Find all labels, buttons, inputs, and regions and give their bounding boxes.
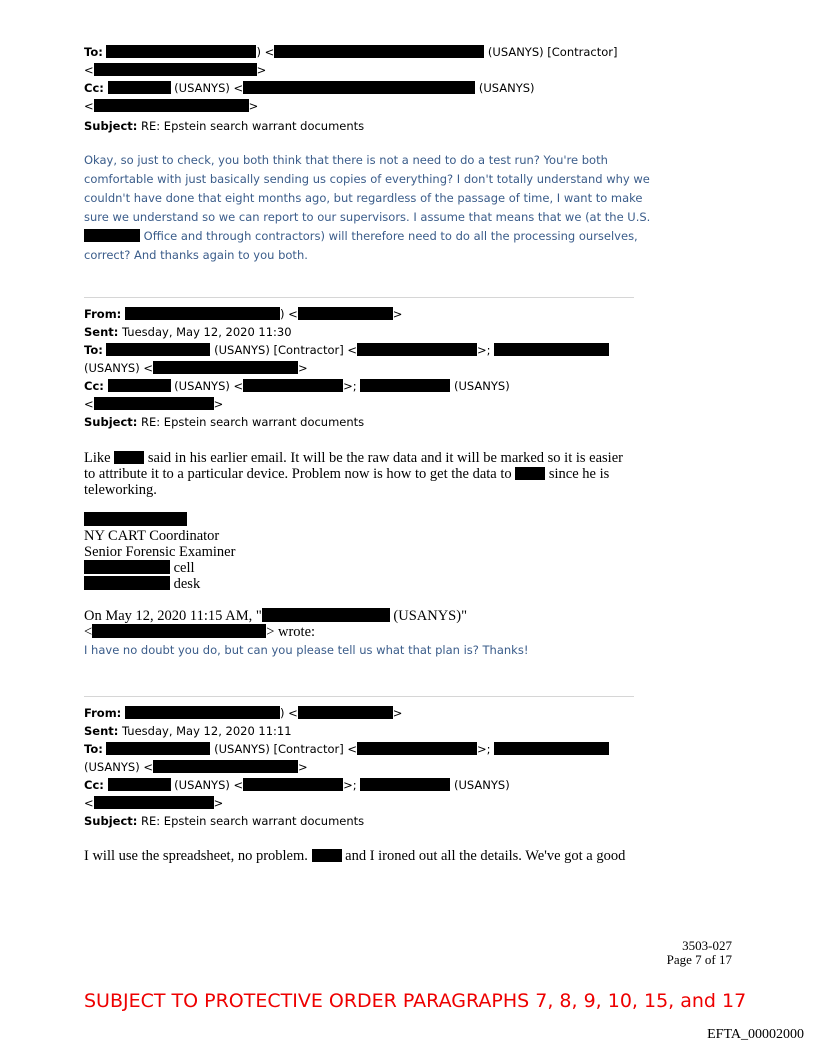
- redaction-bar: [94, 99, 249, 112]
- punct: >: [248, 99, 259, 113]
- redaction-bar: [108, 379, 171, 392]
- body-text: Like: [84, 450, 111, 466]
- email2-body-line: teleworking.: [84, 482, 157, 498]
- email2-to-line2: [84, 360, 308, 376]
- body-text: and I ironed out all the details. We've got a good: [345, 848, 626, 864]
- recipient-org: (USANYS) <: [174, 778, 244, 792]
- redaction-bar: [84, 560, 170, 574]
- punct: >;: [343, 778, 357, 792]
- recipient-org: (USANYS) [Contractor] <: [214, 742, 357, 756]
- document-number: 3503-027: [682, 938, 732, 953]
- body-text: said in his earlier email. It will be the raw data and it will be marked so it is easier: [147, 450, 623, 466]
- redaction-bar: [108, 778, 171, 791]
- cc-label: Cc:: [84, 81, 104, 95]
- punct: >: [298, 760, 308, 774]
- redaction-bar: [94, 63, 257, 76]
- sent-label: Sent:: [84, 724, 119, 738]
- cc-label: Cc:: [84, 379, 104, 393]
- email3-from-line: [84, 705, 402, 721]
- punct: <: [84, 63, 94, 77]
- redaction-bar: [274, 45, 484, 58]
- punct: >: [213, 796, 224, 810]
- redaction-bar: [125, 307, 280, 320]
- email2-to-line: [84, 342, 609, 358]
- email3-to-line: [84, 741, 609, 757]
- redaction-bar: [243, 379, 343, 392]
- redaction-bar: [360, 379, 450, 392]
- redaction-bar: [494, 343, 609, 356]
- redaction-bar: [515, 467, 545, 480]
- redaction-bar: [243, 778, 343, 791]
- email1-body-line: Okay, so just to check, you both think that there is not a need to do a test run? You're both: [84, 153, 608, 167]
- to-label: To:: [84, 742, 103, 756]
- body-text: I will use the spreadsheet, no problem.: [84, 848, 308, 864]
- redaction-bar: [94, 796, 214, 809]
- email2-body-line: [84, 466, 609, 482]
- sent-date: Tuesday, May 12, 2020 11:30: [122, 325, 292, 339]
- page-number: Page 7 of 17: [666, 952, 732, 967]
- recipient-org: (USANYS): [454, 379, 510, 393]
- redaction-bar: [106, 45, 256, 58]
- quote-header-text: On May 12, 2020 11:15 AM, ": [84, 608, 262, 624]
- cc-label: Cc:: [84, 778, 104, 792]
- email3-body-line: [84, 848, 625, 864]
- recipient-org: (USANYS) <: [84, 760, 153, 774]
- body-text: to attribute it to a particular device. Problem now is how to get the data to: [84, 466, 512, 482]
- redaction-bar: [84, 576, 170, 590]
- recipient-org: (USANYS) [Contractor] <: [214, 343, 357, 357]
- sent-label: Sent:: [84, 325, 119, 339]
- phone-label: cell: [173, 560, 195, 576]
- redaction-bar: [94, 397, 214, 410]
- email2-body-line: [84, 450, 623, 466]
- redaction-bar: [360, 778, 450, 791]
- subject-label: Subject:: [84, 119, 138, 133]
- redaction-bar: [106, 742, 210, 755]
- quote-header-text: (USANYS)": [393, 608, 467, 624]
- redaction-bar: [298, 307, 393, 320]
- subject-text: RE: Epstein search warrant documents: [141, 415, 365, 429]
- email1-to-line2: [84, 62, 266, 78]
- from-label: From:: [84, 706, 122, 720]
- to-label: To:: [84, 343, 103, 357]
- email2-sent-line: [84, 324, 292, 340]
- redaction-bar: [84, 229, 140, 242]
- recipient-org: (USANYS) <: [174, 81, 244, 95]
- quote-header: [84, 608, 467, 624]
- email-separator: [84, 297, 634, 298]
- punct: >;: [477, 343, 491, 357]
- redaction-bar: [153, 760, 298, 773]
- email3-to-line2: [84, 759, 308, 775]
- email1-body-line: sure we understand so we can report to our supervisors. I assume that means that we (at the U.S.: [84, 210, 651, 224]
- punct: >: [392, 706, 403, 720]
- signature-title: Senior Forensic Examiner: [84, 544, 236, 560]
- quoted-text: I have no doubt you do, but can you please tell us what that plan is? Thanks!: [84, 643, 529, 657]
- punct: ) <: [256, 45, 275, 59]
- redaction-bar: [84, 512, 187, 526]
- email3-subject-line: [84, 813, 364, 829]
- punct: <: [84, 624, 93, 640]
- punct: >: [256, 63, 267, 77]
- redaction-bar: [298, 706, 393, 719]
- redaction-bar: [153, 361, 298, 374]
- redaction-bar: [92, 624, 266, 638]
- redaction-bar: [262, 608, 390, 622]
- signature-phone: [84, 576, 200, 592]
- email-separator: [84, 696, 634, 697]
- redaction-bar: [243, 81, 475, 94]
- punct: >;: [343, 379, 357, 393]
- recipient-org: (USANYS): [478, 81, 535, 95]
- email1-body-line: couldn't have done that eight months ago, but regardless of the passage of time, I want to make: [84, 191, 643, 205]
- email1-cc-line: [84, 80, 535, 96]
- quote-header-text: > wrote:: [266, 624, 316, 640]
- signature-phone: [84, 560, 195, 576]
- punct: >;: [477, 742, 491, 756]
- redaction-bar: [494, 742, 609, 755]
- bates-number: EFTA_00002000: [707, 1027, 804, 1042]
- subject-text: RE: Epstein search warrant documents: [141, 814, 365, 828]
- subject-label: Subject:: [84, 814, 138, 828]
- subject-text: RE: Epstein search warrant documents: [141, 119, 365, 133]
- punct: >: [298, 361, 308, 375]
- body-text: since he is: [548, 466, 610, 482]
- punct: <: [84, 796, 94, 810]
- punct: <: [84, 99, 94, 113]
- redaction-bar: [125, 706, 280, 719]
- redaction-bar: [106, 343, 210, 356]
- quote-header-line2: [84, 624, 315, 640]
- recipient-org: (USANYS): [454, 778, 510, 792]
- subject-label: Subject:: [84, 415, 138, 429]
- email2-subject-line: [84, 414, 364, 430]
- redaction-bar: [114, 451, 144, 464]
- redaction-bar: [357, 343, 477, 356]
- punct: <: [84, 397, 94, 411]
- email3-cc-line2: [84, 795, 223, 811]
- punct: ) <: [279, 706, 298, 720]
- email1-body-line: correct? And thanks again to you both.: [84, 248, 308, 262]
- email1-body-line: comfortable with just basically sending us copies of everything? I don't totally understand why we: [84, 172, 650, 186]
- email1-body-line: [84, 227, 638, 246]
- from-label: From:: [84, 307, 122, 321]
- email3-cc-line: [84, 777, 510, 793]
- email2-cc-line: [84, 378, 510, 394]
- punct: >: [392, 307, 403, 321]
- recipient-org: (USANYS) <: [174, 379, 244, 393]
- email1-to-line: [84, 44, 617, 60]
- recipient-org: (USANYS) <: [84, 361, 153, 375]
- protective-order-notice: SUBJECT TO PROTECTIVE ORDER PARAGRAPHS 7, 8, 9, 10, 15, and 17: [84, 990, 747, 1012]
- email3-sent-line: [84, 723, 292, 739]
- email2-from-line: [84, 306, 402, 322]
- punct: ) <: [279, 307, 298, 321]
- email1-cc-line2: [84, 98, 258, 114]
- redaction-bar: [357, 742, 477, 755]
- redaction-bar: [312, 849, 342, 862]
- to-label: To:: [84, 45, 103, 59]
- body-text: Office and through contractors) will therefore need to do all the processing ourselves,: [143, 229, 638, 243]
- punct: >: [213, 397, 224, 411]
- email1-subject-line: [84, 118, 364, 134]
- email2-cc-line2: [84, 396, 223, 412]
- signature-name: [84, 512, 187, 528]
- recipient-org: (USANYS) [Contractor]: [487, 45, 618, 59]
- sent-date: Tuesday, May 12, 2020 11:11: [122, 724, 292, 738]
- phone-label: desk: [173, 576, 201, 592]
- signature-title: NY CART Coordinator: [84, 528, 220, 544]
- redaction-bar: [108, 81, 171, 94]
